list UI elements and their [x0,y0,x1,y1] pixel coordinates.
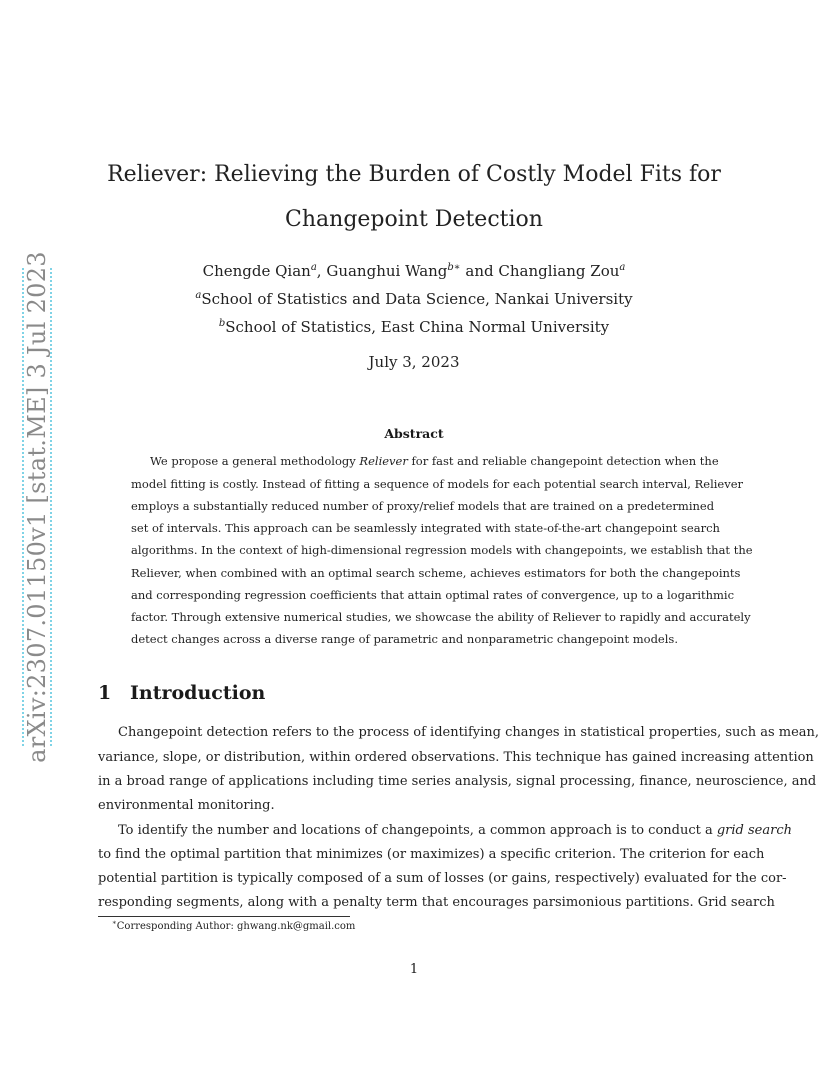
page-number: 1 [409,962,419,977]
affiliation-text: School of Statistics and Data Science, Nankai University [201,290,633,308]
paper-title-line-2: Changepoint Detection [285,207,543,232]
abstract-text: We propose a general methodology [150,454,360,468]
body-line: variance, slope, or distribution, within ordered observations. This technique has gained increasing attention [98,750,814,765]
affiliation-a [0,290,828,308]
body-line: responding segments, along with a penalty term that encourages parsimonious partitions. Grid search [98,895,775,910]
section-number: 1 [98,682,112,704]
emphasized-term: grid search [716,823,792,838]
affiliation-mark: a [619,262,626,273]
arxiv-identifier: arXiv:2307.01150v1 [stat.ME] 3 Jul 2023 [23,251,51,763]
affiliation-text: School of Statistics, East China Normal University [225,318,610,336]
abstract-line: and corresponding regression coefficients that attain optimal rates of convergence, up to a logarithmic [131,588,735,602]
body-line: environmental monitoring. [98,798,275,813]
section-title: Introduction [130,682,266,704]
footnote [112,918,356,932]
abstract-line: set of intervals. This approach can be seamlessly integrated with state-of-the-art changepoint search [131,521,720,535]
section-heading [98,682,265,704]
affiliation-mark: a [195,290,202,301]
abstract-line: model fitting is costly. Instead of fitting a sequence of models for each potential search interval, Reliever [131,477,744,491]
paper-date: July 3, 2023 [368,353,460,371]
abstract-heading: Abstract [384,426,444,441]
affiliation-mark: b [218,318,226,329]
footnote-rule [98,916,350,917]
author-list: Chengde Qian$^a$, Guanghui Wang$^{b∗}$ and Changliang Zou$^a$ [202,262,626,280]
abstract-text: for fast and reliable changepoint detection when the [407,454,719,468]
abstract-line: algorithms. In the context of high-dimensional regression models with changepoints, we establish that the [131,543,753,557]
body-line: in a broad range of applications including time series analysis, signal processing, finance, neuroscience, and [98,774,817,789]
body-text: To identify the number and locations of changepoints, a common approach is to conduct a [118,823,717,838]
body-line: potential partition is typically composed of a sum of losses (or gains, respectively) evaluated for the cor- [98,871,787,886]
body-line [118,823,792,838]
body-line: Changepoint detection refers to the process of identifying changes in statistical properties, such as mean, [118,725,820,740]
affiliation-b [0,318,828,336]
abstract-line [150,454,719,468]
paper-title-line-1: Reliever: Relieving the Burden of Costly Model Fits for [107,162,721,187]
abstract-line: detect changes across a diverse range of parametric and nonparametric changepoint models. [131,632,678,646]
affiliation-mark: a [310,262,317,273]
author-name: Changliang Zou [498,262,620,280]
abstract-line: factor. Through extensive numerical studies, we showcase the ability of Reliever to rapidly and accurately [131,610,751,624]
arxiv-stamp [22,251,52,763]
footnote-text: Corresponding Author: ghwang.nk@gmail.com [116,921,356,932]
abstract-line: employs a substantially reduced number of proxy/relief models that are trained on a predetermined [131,499,715,513]
body-line: to find the optimal partition that minimizes (or maximizes) a specific criterion. The criterion for each [98,847,765,862]
author-conjunction: and [465,262,494,280]
affiliation-mark: b∗ [447,262,461,273]
abstract-line: Reliever, when combined with an optimal search scheme, achieves estimators for both the changepoints [131,566,741,580]
footnote-mark: ∗ [112,918,117,927]
method-name: Reliever [359,454,408,468]
author-name: Guanghui Wang [326,262,448,280]
author-name: Chengde Qian [202,262,311,280]
